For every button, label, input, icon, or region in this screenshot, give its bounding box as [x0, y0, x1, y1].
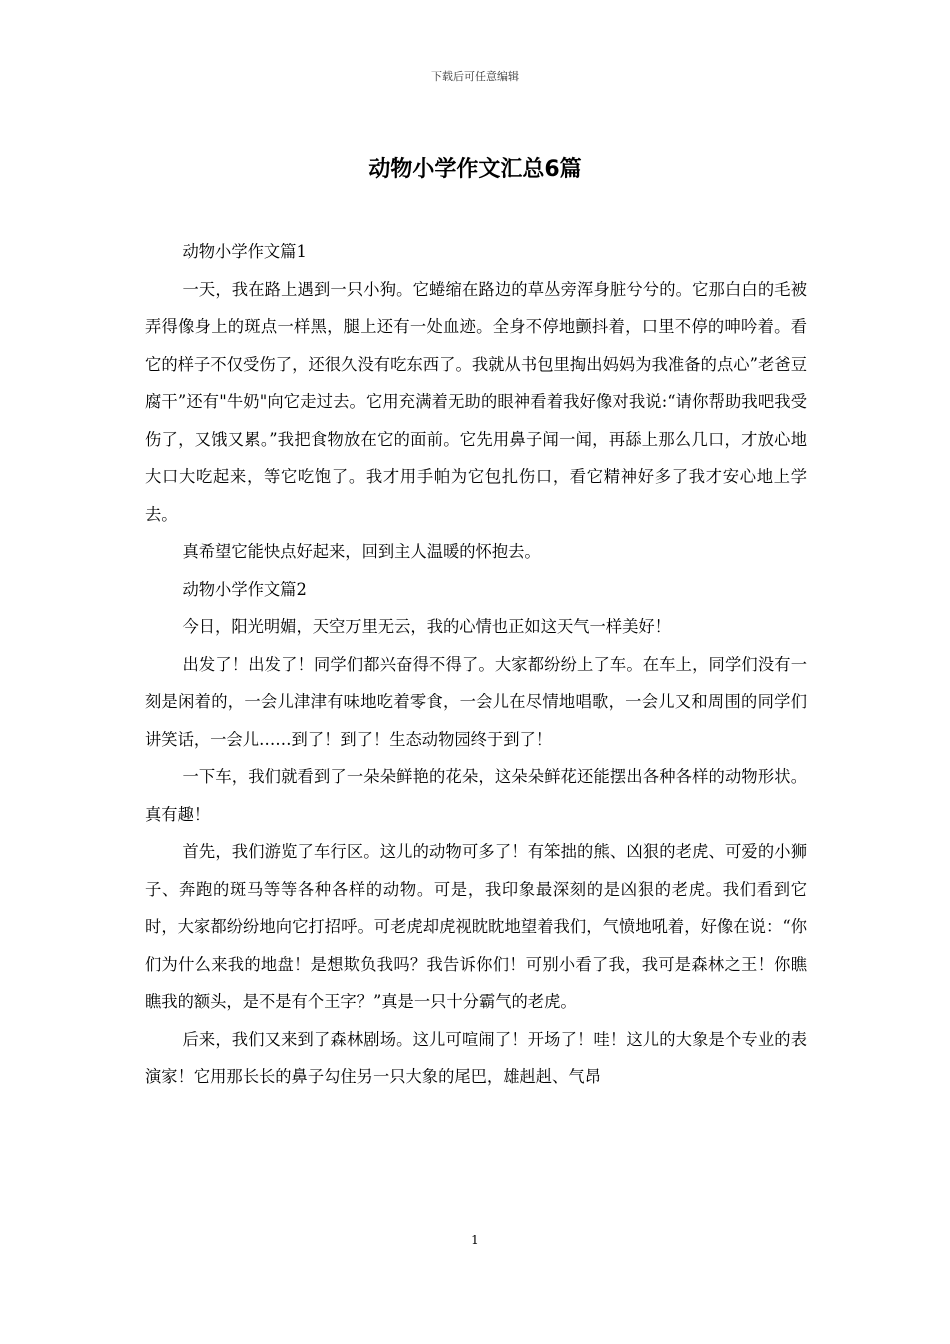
paragraph: 首先，我们游览了车行区。这儿的动物可多了！有笨拙的熊、凶狠的老虎、可爱的小狮子、奔跑的斑马等等各种各样的动物。可是，我印象最深刻的是凶狠的老虎。我们看到它时，大家都纷纷地向它打招呼。可老虎却虎视眈眈地望着我们，气愤地吼着，好像在说：“你们为什么来我的地盘！是想欺负我吗？我告诉你们！可别小看了我，我可是森林之王！你瞧瞧我的额头，是不是有个王字？”真是一只十分霸气的老虎。 [145, 842, 807, 1011]
paragraph: 一天，我在路上遇到一只小狗。它蜷缩在路边的草丛旁浑身脏兮兮的。它那白白的毛被弄得像身上的斑点一样黑，腿上还有一处血迹。全身不停地颤抖着，口里不停的呻吟着。看它的样子不仅受伤了，还很久没有吃东西了。我就从书包里掏出妈妈为我准备的点心”老爸豆腐干”还有"牛奶"向它走过去。它用充满着无助的眼神看着我好像对我说:“请你帮助我吧我受伤了，又饿又累。”我把食物放在它的面前。它先用鼻子闻一闻，再舔上那么几口，才放心地大口大吃起来，等它吃饱了。我才用手帕为它包扎伤口，看它精神好多了我才安心地上学去。 [145, 279, 807, 524]
document-title: 动物小学作文汇总6篇 [368, 157, 582, 182]
section-heading: 动物小学作文篇2 [182, 579, 307, 599]
paragraph: 今日，阳光明媚，天空万里无云，我的心情也正如这天气一样美好！ [182, 617, 671, 636]
paragraph: 后来，我们又来到了森林剧场。这儿可喧闹了！开场了！哇！这儿的大象是个专业的表演家！它用那长长的鼻子勾住另一只大象的尾巴，雄赳赳、气昂 [145, 1029, 807, 1086]
document-body [145, 233, 807, 1096]
section-heading: 动物小学作文篇1 [182, 242, 307, 261]
header-note: 下载后可任意编辑 [431, 70, 519, 83]
paragraph: 真希望它能快点好起来，回到主人温暖的怀抱去。 [182, 542, 541, 561]
paragraph: 一下车，我们就看到了一朵朵鲜艳的花朵，这朵朵鲜花还能摆出各种各样的动物形状。真有趣！ [145, 767, 807, 824]
page-number: 1 [471, 1233, 479, 1247]
paragraph: 出发了！出发了！同学们都兴奋得不得了。大家都纷纷上了车。在车上，同学们没有一刻是闲着的，一会儿津津有味地吃着零食，一会儿在尽情地唱歌，一会儿又和周围的同学们讲笑话，一会儿……到了！到了！生态动物园终于到了！ [145, 654, 807, 749]
